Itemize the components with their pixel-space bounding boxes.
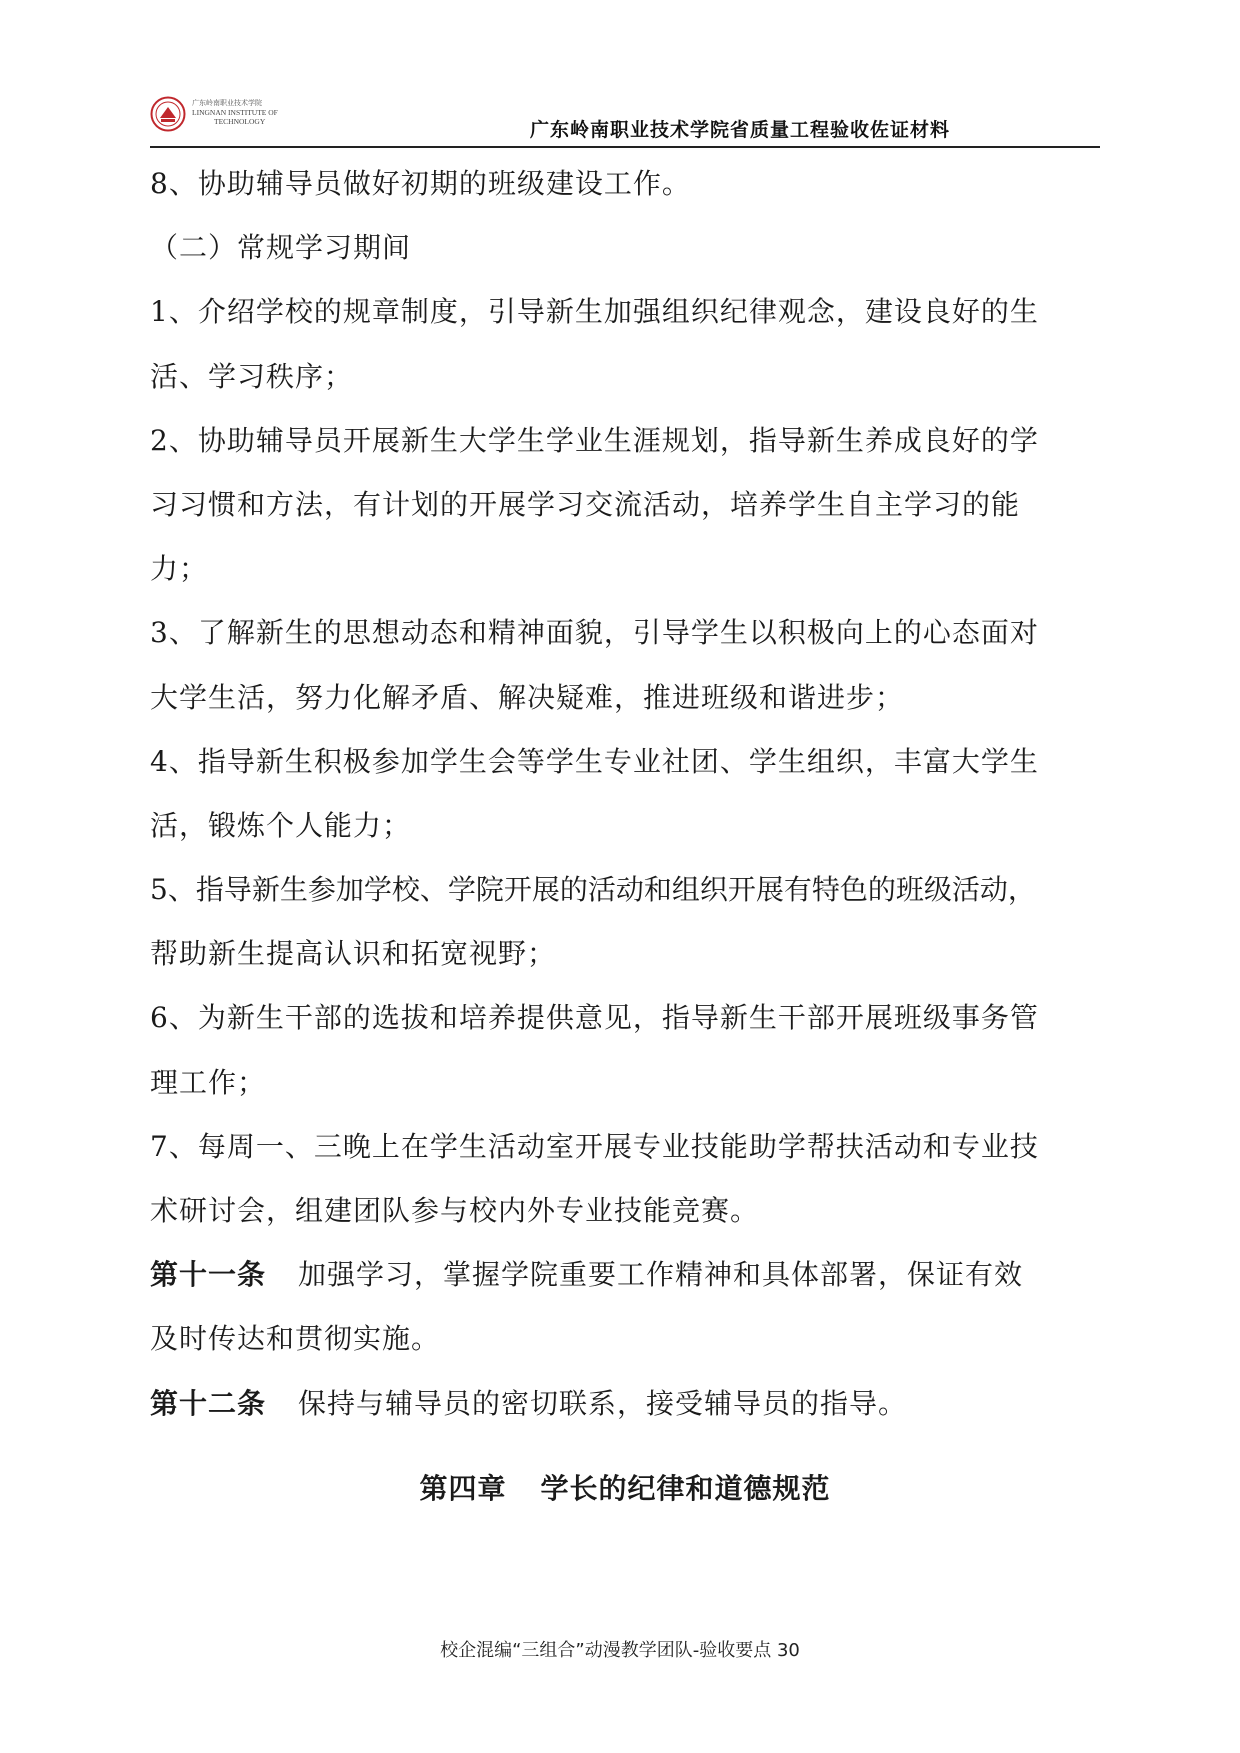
article-12	[150, 1372, 1100, 1436]
chapter-title: 学长的纪律和道德规范	[540, 1472, 831, 1505]
body-line: 理工作；	[150, 1065, 267, 1099]
header-title: 广东岭南职业技术学院省质量工程验收佐证材料	[529, 119, 950, 141]
body-line: 4、指导新生积极参加学生会等学生专业社团、学生组织，丰富大学生	[150, 744, 1039, 778]
school-seal-icon	[150, 96, 186, 132]
body-line: 2、协助辅导员开展新生大学生学业生涯规划，指导新生养成良好的学	[150, 423, 1039, 457]
article-12-text: 保持与辅导员的密切联系，接受辅导员的指导。	[298, 1386, 908, 1420]
logo-name-en-line1: LINGNAN INSTITUTE OF	[192, 108, 278, 117]
article-12-head: 第十二条	[150, 1386, 267, 1420]
body-line: 7、每周一、三晚上在学生活动室开展专业技能助学帮扶活动和专业技	[150, 1129, 1039, 1163]
section-heading: （二）常规学习期间	[150, 231, 412, 265]
body-line: 大学生活，努力化解矛盾、解决疑难，推进班级和谐进步；	[150, 680, 905, 714]
logo-name-en	[192, 108, 278, 126]
logo-name-cn: 广东岭南职业技术学院	[192, 99, 262, 107]
body-line: 3、了解新生的思想动态和精神面貌，引导学生以积极向上的心态面对	[150, 616, 1039, 650]
body-line: 活、学习秩序；	[150, 359, 354, 393]
body-line: 8、协助辅导员做好初期的班级建设工作。	[150, 167, 691, 200]
body-line: 习习惯和方法，有计划的开展学习交流活动，培养学生自主学习的能	[150, 487, 1021, 521]
article-11	[150, 1243, 1100, 1307]
document-body	[150, 152, 1100, 1436]
body-line: 术研讨会，组建团队参与校内外专业技能竞赛。	[150, 1194, 760, 1227]
article-11-continuation: 及时传达和贯彻实施。	[150, 1322, 441, 1356]
page-header	[150, 88, 1100, 148]
article-11-text-line1: 加强学习，掌握学院重要工作精神和具体部署，保证有效	[298, 1258, 1024, 1292]
body-line: 5、指导新生参加学校、学院开展的活动和组织开展有特色的班级活动，	[150, 873, 1036, 907]
body-line: 帮助新生提高认识和拓宽视野；	[150, 937, 557, 971]
body-line: 活，锻炼个人能力；	[150, 808, 412, 842]
body-line: 力；	[150, 552, 209, 586]
logo-name-en-line2: TECHNOLOGY	[214, 117, 266, 126]
school-logo	[150, 96, 278, 134]
body-line: 1、介绍学校的规章制度，引导新生加强组织纪律观念，建设良好的生	[150, 295, 1039, 329]
article-11-head: 第十一条	[150, 1258, 267, 1292]
page-footer: 校企混编“三组合”动漫教学团队-验收要点 30	[440, 1640, 800, 1661]
body-line: 6、为新生干部的选拔和培养提供意见，指导新生干部开展班级事务管	[150, 1001, 1039, 1035]
chapter-heading	[150, 1467, 1100, 1507]
chapter-number: 第四章	[419, 1472, 507, 1505]
